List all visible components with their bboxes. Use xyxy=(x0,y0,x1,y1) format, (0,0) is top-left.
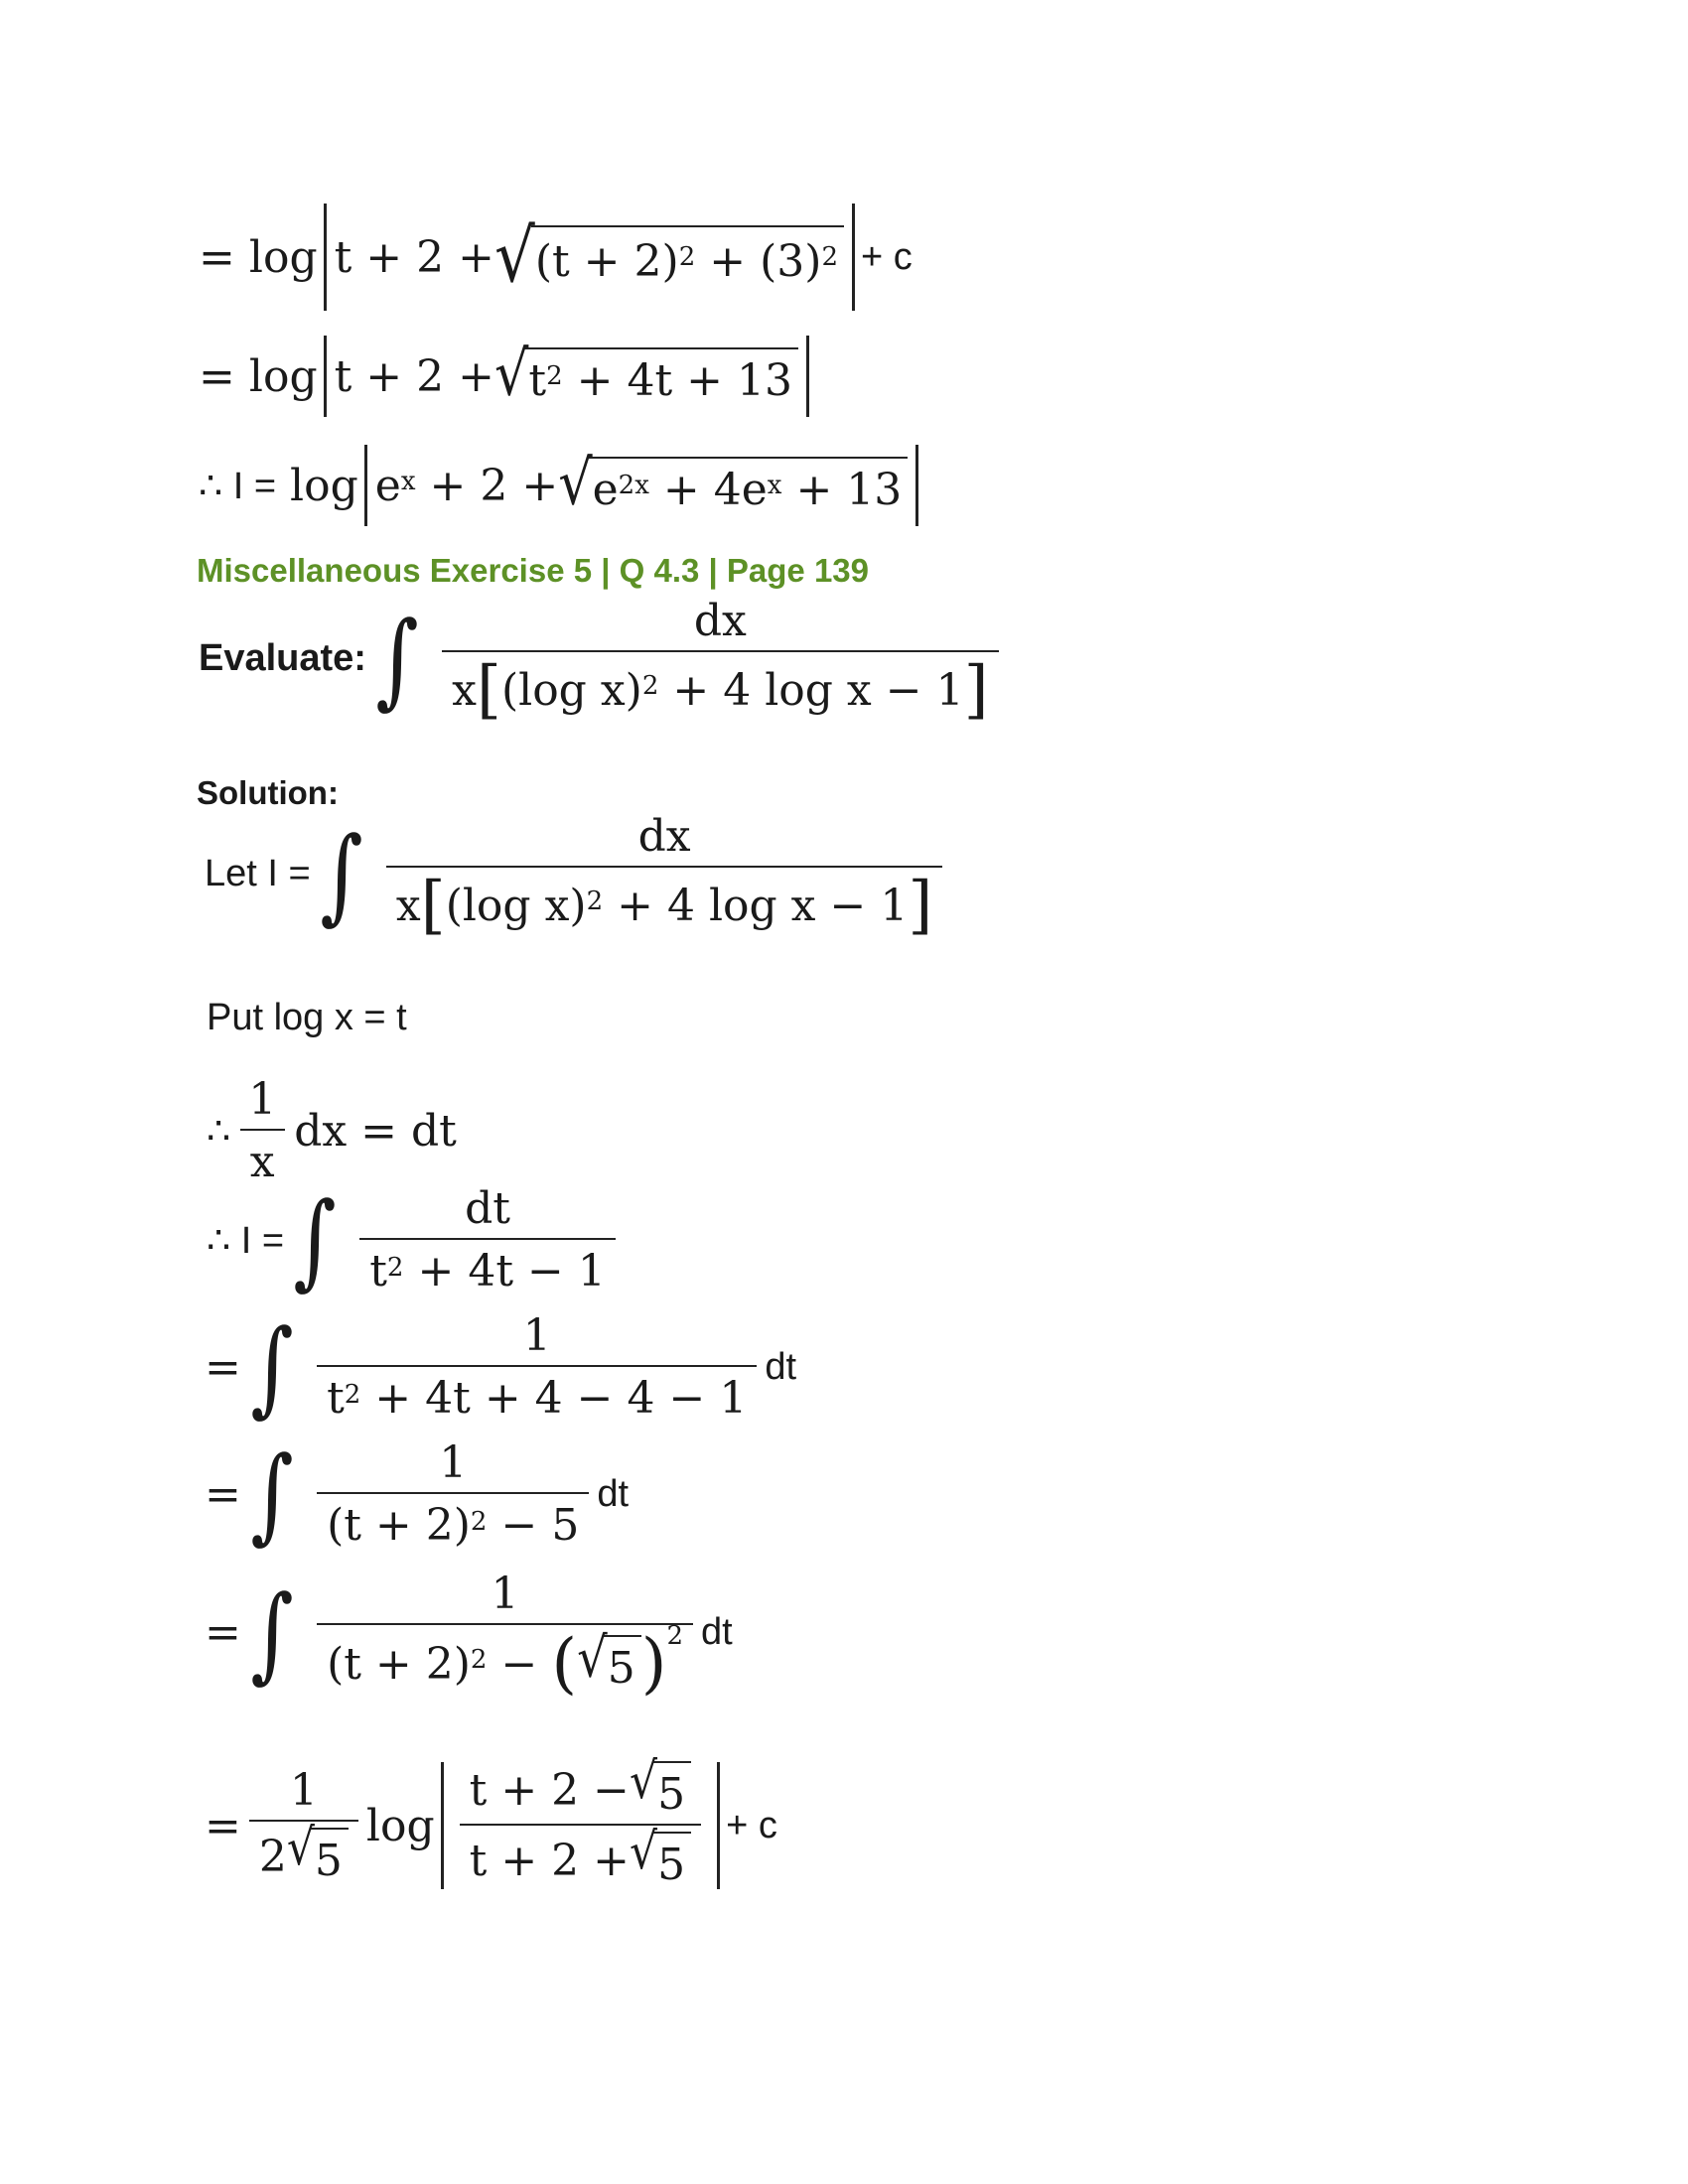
exponent: 2 xyxy=(821,242,838,272)
absolute-value-group xyxy=(441,1751,720,1890)
rest-term: + 4t − 1 xyxy=(417,1246,606,1297)
exponent: 2 xyxy=(666,1621,683,1651)
integral-icon: ∫ xyxy=(250,1306,294,1428)
let-fraction xyxy=(386,811,942,942)
sqrt-body: 5 xyxy=(653,1761,691,1820)
step-log-sqrt-expanded xyxy=(199,336,815,417)
fraction-numerator: 1 xyxy=(248,1074,277,1125)
fraction-numerator xyxy=(460,1751,701,1824)
paren-term: (t + 2) xyxy=(327,1638,471,1690)
two-term: 2 xyxy=(258,1832,287,1882)
fraction-denominator xyxy=(317,1492,589,1551)
x-term: x xyxy=(452,664,477,716)
inner-term: t + 2 + xyxy=(334,350,494,402)
fraction-numerator: 1 xyxy=(289,1765,318,1816)
fraction-denominator xyxy=(317,1365,757,1424)
mid-term: + 2 + xyxy=(429,460,559,511)
fraction-denominator: x xyxy=(240,1129,285,1187)
t-term: t xyxy=(369,1246,387,1297)
fraction-denominator xyxy=(460,1824,701,1890)
equals-sign: = xyxy=(205,1341,241,1393)
coefficient-fraction xyxy=(249,1765,358,1886)
square-root xyxy=(630,1822,691,1890)
sqrt-body xyxy=(531,225,844,289)
square-form-line xyxy=(205,1433,630,1555)
plus-sign: + xyxy=(365,231,403,283)
square-root xyxy=(630,1751,691,1820)
square-root xyxy=(286,1818,349,1886)
rest-term: + 4 log x − 1 xyxy=(672,664,964,716)
sqrt-body: 5 xyxy=(653,1832,691,1890)
step-result-in-x xyxy=(199,445,924,526)
constant-c: + c xyxy=(726,1804,777,1846)
absolute-value-group xyxy=(364,445,919,526)
rest-term: + 4e xyxy=(662,464,768,515)
right-paren: ) xyxy=(640,1625,667,1702)
sqrt-icon: √ xyxy=(577,1625,608,1690)
logx-term: (log x) xyxy=(445,880,587,931)
e-term: e xyxy=(592,464,619,515)
sqrt-icon: √ xyxy=(558,446,593,518)
t-term: t xyxy=(334,231,352,283)
dt-term: dt xyxy=(597,1472,630,1515)
left-paren: ( xyxy=(551,1625,578,1702)
sqrt-icon: √ xyxy=(630,1751,658,1811)
sqrt-icon: √ xyxy=(494,214,535,300)
exponent: 2 xyxy=(470,1645,488,1675)
denominator-term: t + 2 + xyxy=(469,1836,631,1886)
rest-term: + 4t + 4 − 4 − 1 xyxy=(374,1373,748,1424)
final-result-line xyxy=(205,1751,777,1890)
exponent: 2 xyxy=(641,671,659,701)
log-fraction xyxy=(460,1751,701,1890)
sqrt-body xyxy=(589,457,909,515)
square-root xyxy=(493,337,798,409)
sqrt-icon: √ xyxy=(630,1822,658,1881)
exponent: 2x xyxy=(618,471,649,500)
sqrt5-fraction xyxy=(317,1569,693,1702)
rest-term: + 4 log x − 1 xyxy=(617,880,909,931)
log-term: log xyxy=(248,350,318,402)
square-root xyxy=(494,214,844,300)
integral-icon: ∫ xyxy=(375,598,419,720)
fraction-denominator xyxy=(442,650,998,727)
equals-sign: = xyxy=(199,231,235,283)
fraction-numerator: 1 xyxy=(491,1569,519,1619)
exponent: x xyxy=(400,467,416,496)
integral-icon: ∫ xyxy=(250,1433,294,1555)
square-fraction xyxy=(317,1437,589,1551)
x-term: x xyxy=(395,880,421,931)
fraction-denominator xyxy=(317,1621,693,1702)
therefore-I-equals: ∴ I = xyxy=(199,465,277,507)
rest-term: − 5 xyxy=(500,1500,580,1551)
left-bracket: [ xyxy=(476,653,501,727)
question-line xyxy=(199,596,1007,727)
rest-term: + 4t + 13 xyxy=(576,354,792,406)
substitution-line: Put log x = t xyxy=(207,997,407,1038)
absolute-value-group xyxy=(324,336,809,417)
integral-icon: ∫ xyxy=(320,813,363,935)
exponent: 2 xyxy=(678,242,696,272)
difference-of-squares-line xyxy=(205,1569,733,1702)
right-bracket: ] xyxy=(963,653,989,727)
paren-term: (t + 2) xyxy=(534,235,679,287)
plus-sign: + xyxy=(458,231,495,283)
fraction-numerator: 1 xyxy=(522,1310,551,1361)
t-term: t xyxy=(528,354,547,406)
logx-term: (log x) xyxy=(500,664,642,716)
log-term: log xyxy=(248,231,318,283)
evaluate-label: Evaluate: xyxy=(199,637,366,679)
e-term: e xyxy=(374,460,401,511)
t-fraction xyxy=(359,1183,616,1297)
one-over-x xyxy=(238,1074,286,1187)
exponent: 2 xyxy=(386,1252,404,1283)
log-term: log xyxy=(365,1800,435,1851)
solution-label: Solution: xyxy=(197,774,339,811)
minus-sign: − xyxy=(500,1638,538,1690)
fraction-denominator xyxy=(386,866,942,942)
numerator-term: t + 2 − xyxy=(469,1765,631,1816)
paren-term: (t + 2) xyxy=(327,1500,471,1551)
t-term: t xyxy=(327,1373,345,1424)
fraction-denominator xyxy=(249,1820,358,1886)
exponent: 2 xyxy=(586,887,604,916)
fraction-numerator: dx xyxy=(693,596,747,646)
exercise-heading: Miscellaneous Exercise 5 | Q 4.3 | Page 139 xyxy=(197,552,870,589)
integral-icon: ∫ xyxy=(250,1571,294,1694)
dx-equals-dt: dx = dt xyxy=(294,1105,457,1157)
equals-sign: = xyxy=(199,350,235,402)
differential-line xyxy=(207,1074,457,1187)
right-bracket: ] xyxy=(908,869,933,942)
two-term: 2 xyxy=(416,231,445,283)
let-I-line xyxy=(205,811,950,942)
sqrt-body: 5 xyxy=(311,1828,349,1886)
fraction-numerator: dx xyxy=(637,811,691,862)
tail-term: + 13 xyxy=(795,464,903,515)
sqrt-icon: √ xyxy=(493,337,529,409)
dt-term: dt xyxy=(700,1611,733,1653)
dt-term: dt xyxy=(765,1345,797,1388)
absolute-value-group xyxy=(324,204,855,311)
plus-sign: + xyxy=(709,235,747,287)
therefore-symbol: ∴ xyxy=(207,1110,231,1153)
therefore-I-equals: ∴ I = xyxy=(207,1219,285,1262)
equals-sign: = xyxy=(205,1800,241,1851)
square-root xyxy=(577,1625,641,1694)
log-term: log xyxy=(290,460,358,511)
I-in-t-line xyxy=(207,1179,624,1300)
constant-c: + c xyxy=(860,235,913,278)
sqrt-icon: √ xyxy=(286,1818,315,1877)
fraction-numerator: 1 xyxy=(439,1437,468,1488)
exponent: x xyxy=(767,471,782,500)
expanded-fraction xyxy=(317,1310,757,1424)
exponent: 2 xyxy=(470,1506,488,1537)
equals-sign: = xyxy=(205,1607,241,1658)
step-log-sqrt-3 xyxy=(199,204,913,311)
three-term: (3) xyxy=(760,235,822,287)
sqrt-body xyxy=(524,347,798,406)
integral-icon: ∫ xyxy=(293,1179,337,1300)
fraction-numerator: dt xyxy=(465,1183,510,1234)
fraction-denominator xyxy=(359,1238,616,1297)
square-root xyxy=(558,446,908,518)
sqrt-body: 5 xyxy=(604,1635,641,1694)
exponent: 2 xyxy=(546,361,563,391)
complete-square-line xyxy=(205,1306,797,1428)
question-fraction xyxy=(442,596,998,727)
left-bracket: [ xyxy=(420,869,446,942)
exponent: 2 xyxy=(344,1379,361,1410)
equals-sign: = xyxy=(205,1468,241,1520)
let-I-label: Let I = xyxy=(205,853,311,894)
